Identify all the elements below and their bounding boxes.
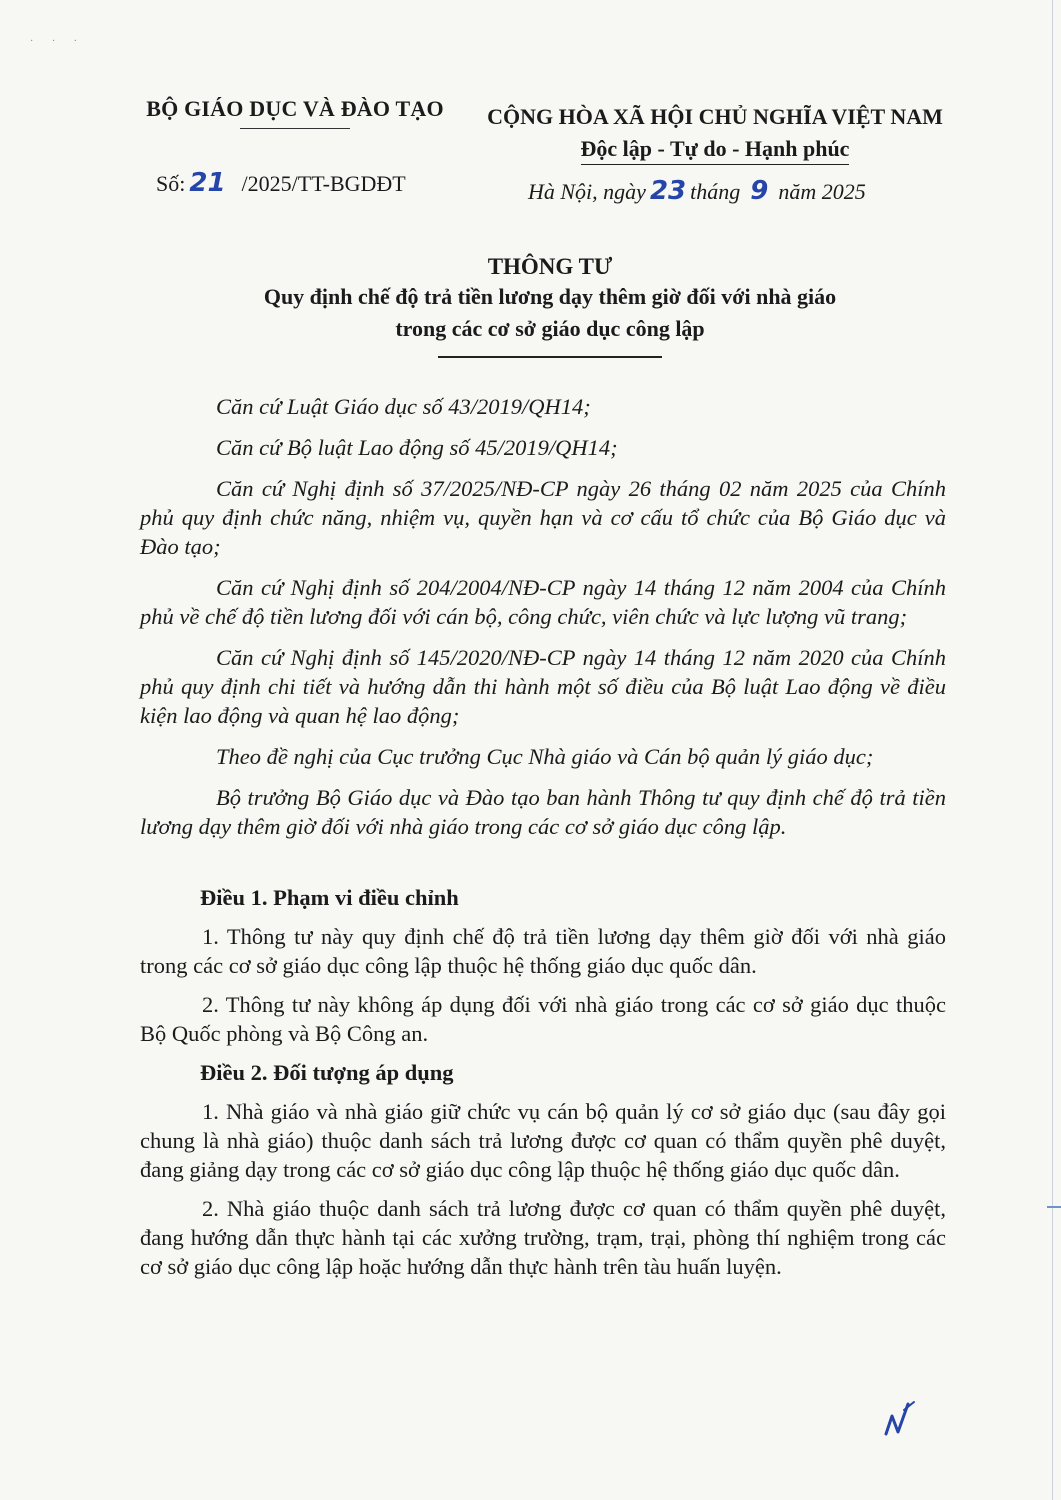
page-edge-line [1052,0,1053,1500]
scan-specks: · · · [30,36,85,47]
legal-basis-paragraph: Căn cứ Luật Giáo dục số 43/2019/QH14; [216,394,591,419]
edge-mark [1047,1206,1061,1208]
country-name: CỘNG HÒA XÃ HỘI CHỦ NGHĨA VIỆT NAM [487,104,943,129]
handwritten-month: 9 [750,176,769,206]
article-1-clause-2: 2. Thông tư này không áp dụng đối với nhà giáo trong các cơ sở giáo dục thuộc Bộ Quốc phòng và Bộ Công an. [140,992,946,1046]
document-type: THÔNG TƯ [487,254,613,279]
handwritten-doc-number: 21 [189,168,226,198]
doc-number-prefix: Số: [156,171,186,196]
document-number [156,168,406,198]
legal-basis-paragraph: Theo đề nghị của Cục trưởng Cục Nhà giáo và Cán bộ quản lý giáo dục; [216,744,874,769]
title-underline [438,356,662,358]
legal-basis-paragraph: Căn cứ Nghị định số 145/2020/NĐ-CP ngày 14 tháng 12 năm 2020 của Chính phủ quy định chi tiết và hướng dẫn thi hành một số điều của Bộ luật Lao động về điều kiện lao động và quan hệ lao động; [140,645,946,728]
article-2-title: Điều 2. Đối tượng áp dụng [200,1060,454,1085]
doc-number-suffix: /2025/TT-BGDĐT [241,171,406,196]
legal-basis-paragraph: Căn cứ Bộ luật Lao động số 45/2019/QH14; [216,435,618,460]
issuing-agency: BỘ GIÁO DỤC VÀ ĐÀO TẠO [146,96,444,121]
handwritten-day: 23 [649,176,687,206]
date-month-label: tháng [690,179,741,204]
issuing-agency-block [130,96,460,129]
legal-basis-paragraph: Căn cứ Nghị định số 204/2004/NĐ-CP ngày 14 tháng 12 năm 2004 của Chính phủ về chế độ tiền lương đối với cán bộ, công chức, viên chức và lực lượng vũ trang; [140,575,946,629]
article-1-title: Điều 1. Phạm vi điều chỉnh [200,885,459,910]
national-header-block [470,104,960,165]
agency-underline [240,128,350,129]
date-year: năm 2025 [778,179,866,204]
place-and-date [528,176,866,206]
issuance-statement: Bộ trưởng Bộ Giáo dục và Đào tạo ban hành Thông tư quy định chế độ trả tiền lương dạy thêm giờ đối với nhà giáo trong các cơ sở giáo dục công lập. [140,785,946,839]
legal-basis-paragraph: Căn cứ Nghị định số 37/2025/NĐ-CP ngày 26 tháng 02 năm 2025 của Chính phủ quy định chức năng, nhiệm vụ, quyền hạn và cơ cấu tổ chức của Bộ Giáo dục và Đào tạo; [140,476,946,559]
document-title-block [180,254,920,358]
article-1-clause-1: 1. Thông tư này quy định chế độ trả tiền lương dạy thêm giờ đối với nhà giáo trong các cơ sở giáo dục công lập thuộc hệ thống giáo dục quốc dân. [140,924,946,978]
national-motto: Độc lập - Tự do - Hạnh phúc [581,136,850,165]
document-body [140,392,946,1291]
article-2-clause-1: 1. Nhà giáo và nhà giáo giữ chức vụ cán bộ quản lý cơ sở giáo dục (sau đây gọi chung là nhà giáo) thuộc danh sách trả lương được cơ quan có thẩm quyền phê duyệt, đang giảng dạy trong các cơ sở giáo dục công lập thuộc hệ thống giáo dục quốc dân. [140,1099,946,1182]
article-2-clause-2: 2. Nhà giáo thuộc danh sách trả lương được cơ quan có thẩm quyền phê duyệt, đang hướng dẫn thực hành tại các xưởng trường, trạm, trại, phòng thí nghiệm trong các cơ sở giáo dục công lập hoặc hướng dẫn thực hành trên tàu huấn luyện. [140,1196,946,1279]
document-subject-line-2: trong các cơ sở giáo dục công lập [395,316,705,341]
date-place: Hà Nội, ngày [528,179,646,204]
handwritten-initials [878,1398,922,1442]
document-subject-line-1: Quy định chế độ trả tiền lương dạy thêm giờ đối với nhà giáo [263,284,837,309]
